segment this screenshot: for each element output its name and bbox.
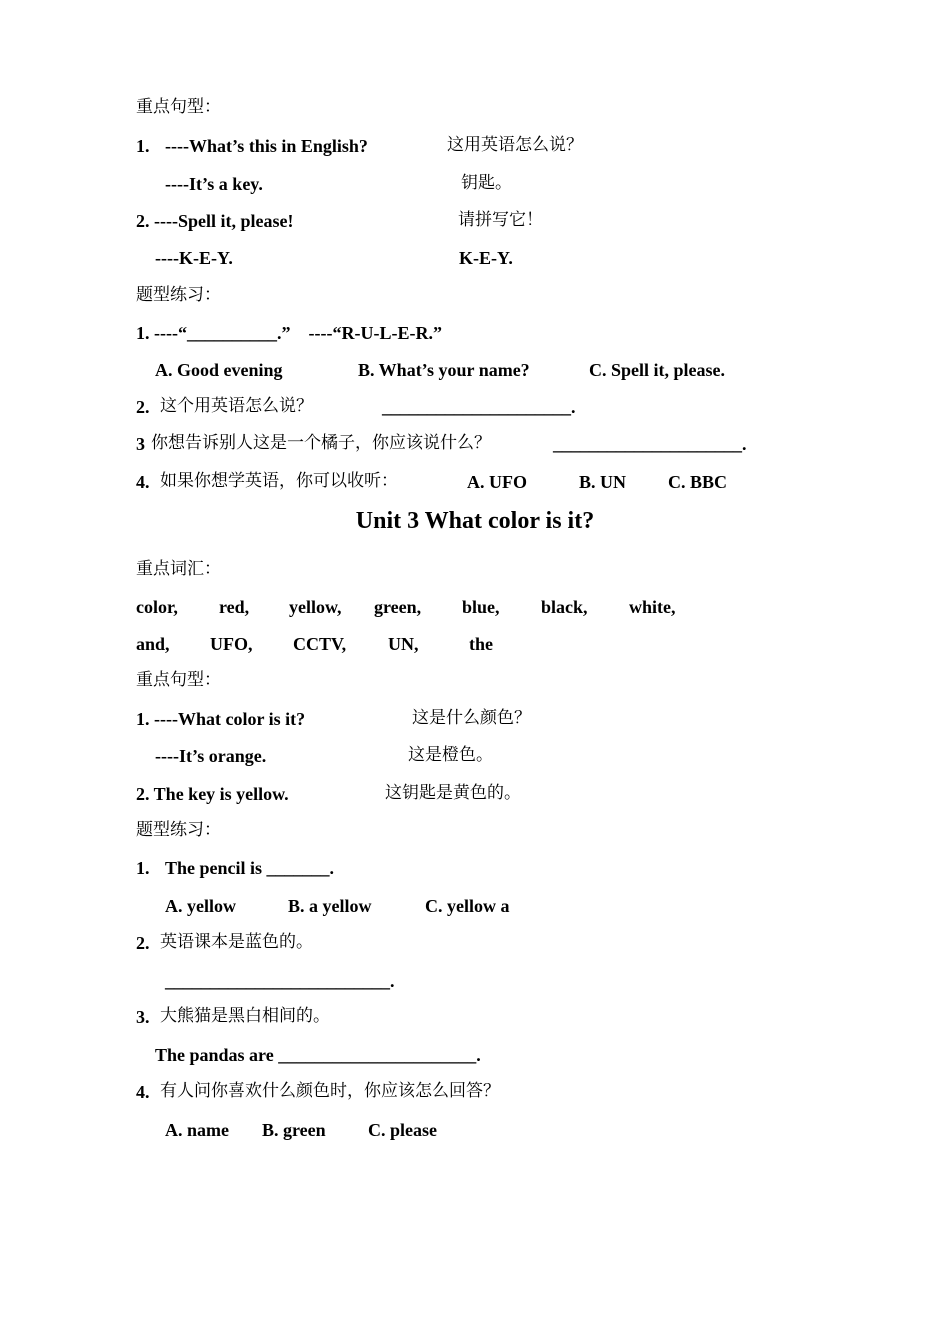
question-2-blank: _________________________. [165, 971, 395, 991]
vocab-word: CCTV, [293, 634, 347, 654]
vocab-word: and, [136, 634, 170, 654]
vocab-word: white, [629, 597, 676, 617]
question-3-number: 3 [136, 434, 145, 454]
sentence-1-english: ----What’s this in English? [165, 136, 368, 156]
question-1-option-a: A. Good evening [155, 360, 283, 380]
sentence-1-chinese: 这是什么颜色？ [412, 708, 531, 728]
vocab-word: yellow, [289, 597, 342, 617]
sentence-1-english: 1. ----What color is it? [136, 709, 306, 729]
question-2-chinese: 英语课本是蓝色的。 [160, 932, 313, 952]
question-3-chinese: 你想告诉别人这是一个橘子，你应该说什么？ [151, 433, 491, 453]
question-4-option-a: A. name [165, 1120, 229, 1140]
vocab-word: the [469, 634, 493, 654]
question-1-option-a: A. yellow [165, 896, 236, 916]
vocab-word: UFO, [210, 634, 253, 654]
question-4-option-c: C. please [368, 1120, 437, 1140]
question-4-number: 4. [136, 1082, 150, 1102]
sentence-2-chinese: 这钥匙是黄色的。 [385, 783, 521, 803]
sentence-2-english: 2. ----Spell it, please! [136, 211, 294, 231]
sentence-1-reply-english: ----It’s a key. [165, 174, 263, 194]
question-1-option-b: B. What’s your name? [358, 360, 530, 380]
question-4-number: 4. [136, 472, 150, 492]
question-2-number: 2. [136, 397, 150, 417]
question-2-chinese: 这个用英语怎么说？ [160, 396, 313, 416]
unit-title: Unit 3 What color is it? [355, 508, 595, 534]
question-1-english: The pencil is _______. [165, 858, 335, 878]
question-1-option-c: C. Spell it, please. [589, 360, 726, 380]
sentence-1-number: 1. [136, 136, 150, 156]
sentence-1-reply-chinese: 钥匙。 [461, 173, 512, 193]
vocab-word: red, [219, 597, 250, 617]
question-3-blank: _____________________. [553, 434, 747, 454]
vocab-word: green, [374, 597, 422, 617]
heading-key-vocabulary: 重点词汇： [136, 559, 221, 579]
vocab-word: color, [136, 597, 178, 617]
sentence-1-chinese: 这用英语怎么说？ [447, 135, 583, 155]
question-3-chinese: 大熊猫是黑白相间的。 [160, 1006, 330, 1026]
heading-key-sentences: 重点句型： [136, 97, 221, 117]
sentence-2-reply-english: ----K-E-Y. [155, 248, 233, 268]
question-2-blank: _____________________. [382, 397, 576, 417]
sentence-1-reply-chinese: 这是橙色。 [408, 745, 493, 765]
sentence-2-chinese: 请拼写它！ [458, 210, 543, 230]
question-3-english: The pandas are ______________________. [155, 1045, 481, 1065]
question-4-option-b: B. green [262, 1120, 326, 1140]
vocab-word: blue, [462, 597, 500, 617]
question-4-option-b: B. UN [579, 472, 627, 492]
question-4-chinese: 有人问你喜欢什么颜色时，你应该怎么回答？ [160, 1081, 500, 1101]
sentence-1-reply-english: ----It’s orange. [155, 746, 267, 766]
question-2-number: 2. [136, 933, 150, 953]
vocab-word: black, [541, 597, 588, 617]
sentence-2-reply-spelling: K-E-Y. [459, 248, 513, 268]
question-4-option-a: A. UFO [467, 472, 527, 492]
sentence-2-english: 2. The key is yellow. [136, 784, 289, 804]
question-1-option-c: C. yellow a [425, 896, 510, 916]
question-4-chinese: 如果你想学英语，你可以收听： [160, 471, 398, 491]
question-1-number: 1. [136, 858, 150, 878]
heading-key-sentences-2: 重点句型： [136, 670, 221, 690]
heading-exercises-2: 题型练习： [136, 820, 221, 840]
question-1: 1. ----“__________.” ----“R-U-L-E-R.” [136, 323, 442, 343]
vocab-word: UN, [388, 634, 419, 654]
heading-exercises: 题型练习： [136, 285, 221, 305]
question-1-option-b: B. a yellow [288, 896, 372, 916]
question-3-number: 3. [136, 1007, 150, 1027]
question-4-option-c: C. BBC [668, 472, 728, 492]
